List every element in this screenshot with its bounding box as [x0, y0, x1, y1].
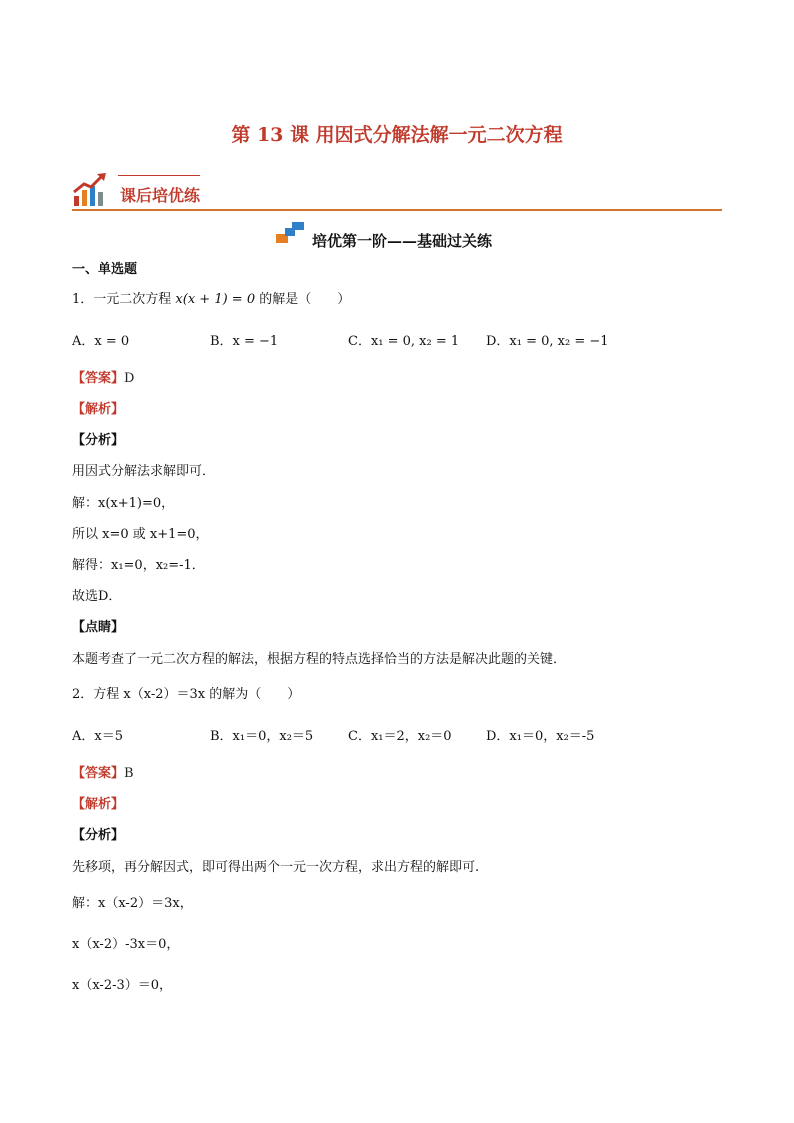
q1-answer-label: 【答案】 — [72, 371, 125, 386]
q2-fenxi-text: 先移项，再分解因式，即可得出两个一元一次方程，求出方程的解即可. — [72, 860, 480, 875]
subsection-title: 培优第一阶——基础过关练 — [312, 232, 493, 250]
q1-option-a: A．x = 0 — [72, 334, 130, 349]
q2-answer — [72, 762, 134, 781]
q2-step-2: x（x-2）-3x＝0， — [72, 937, 180, 952]
q1-step-3: 解得：x₁=0，x₂=-1． — [72, 558, 205, 573]
q1-fenxi-label: 【分析】 — [72, 433, 125, 448]
q2-answer-value: B — [124, 766, 134, 781]
q1-step-4: 故选D． — [72, 589, 122, 604]
q2-option-d: D．x₁＝0，x₂＝-5 — [486, 729, 595, 744]
section-label: 课后培优练 — [120, 186, 201, 205]
q1-option-b: B．x = −1 — [210, 334, 279, 349]
q1-option-c: C．x₁ = 0, x₂ = 1 — [348, 334, 460, 349]
q1-dianjing-label: 【点睛】 — [72, 620, 125, 635]
part-heading: 一、单选题 — [72, 262, 138, 277]
q2-answer-label: 【答案】 — [72, 766, 125, 781]
section-divider — [72, 209, 722, 211]
question-2-stem: 2．方程 x（x-2）＝3x 的解为（ ） — [72, 687, 301, 702]
q2-option-a: A．x＝5 — [72, 729, 123, 744]
q1-fenxi-text: 用因式分解法求解即可． — [72, 464, 216, 479]
bar-chart-icon — [72, 172, 108, 208]
q1-analysis-label: 【解析】 — [72, 402, 125, 417]
section-top-rule — [118, 175, 200, 176]
q1-answer — [72, 367, 134, 386]
page-title: 第 13 课 用因式分解法解一元二次方程 — [231, 124, 563, 146]
steps-icon — [276, 222, 306, 244]
q1-option-d: D．x₁ = 0, x₂ = −1 — [486, 334, 609, 349]
q1-dianjing-text: 本题考查了一元二次方程的解法，根据方程的特点选择恰当的方法是解决此题的关键． — [72, 652, 567, 667]
q1-answer-value: D — [124, 371, 135, 386]
q2-step-1: 解：x（x-2）＝3x， — [72, 896, 193, 911]
q2-fenxi-label: 【分析】 — [72, 828, 125, 843]
q1-stem-formula: x(x + 1) = 0 — [175, 292, 256, 307]
question-1-stem — [72, 288, 350, 307]
q2-option-b: B．x₁＝0，x₂＝5 — [210, 729, 314, 744]
q1-stem-prefix: 1．一元二次方程 — [72, 292, 172, 307]
q1-step-2: 所以 x=0 或 x+1=0， — [72, 527, 209, 542]
q2-option-c: C．x₁＝2，x₂＝0 — [348, 729, 452, 744]
q1-step-1: 解：x(x+1)=0， — [72, 496, 175, 511]
q2-analysis-label: 【解析】 — [72, 797, 125, 812]
q1-stem-suffix: 的解是（ ） — [259, 292, 351, 307]
q2-step-3: x（x-2-3）＝0， — [72, 978, 173, 993]
